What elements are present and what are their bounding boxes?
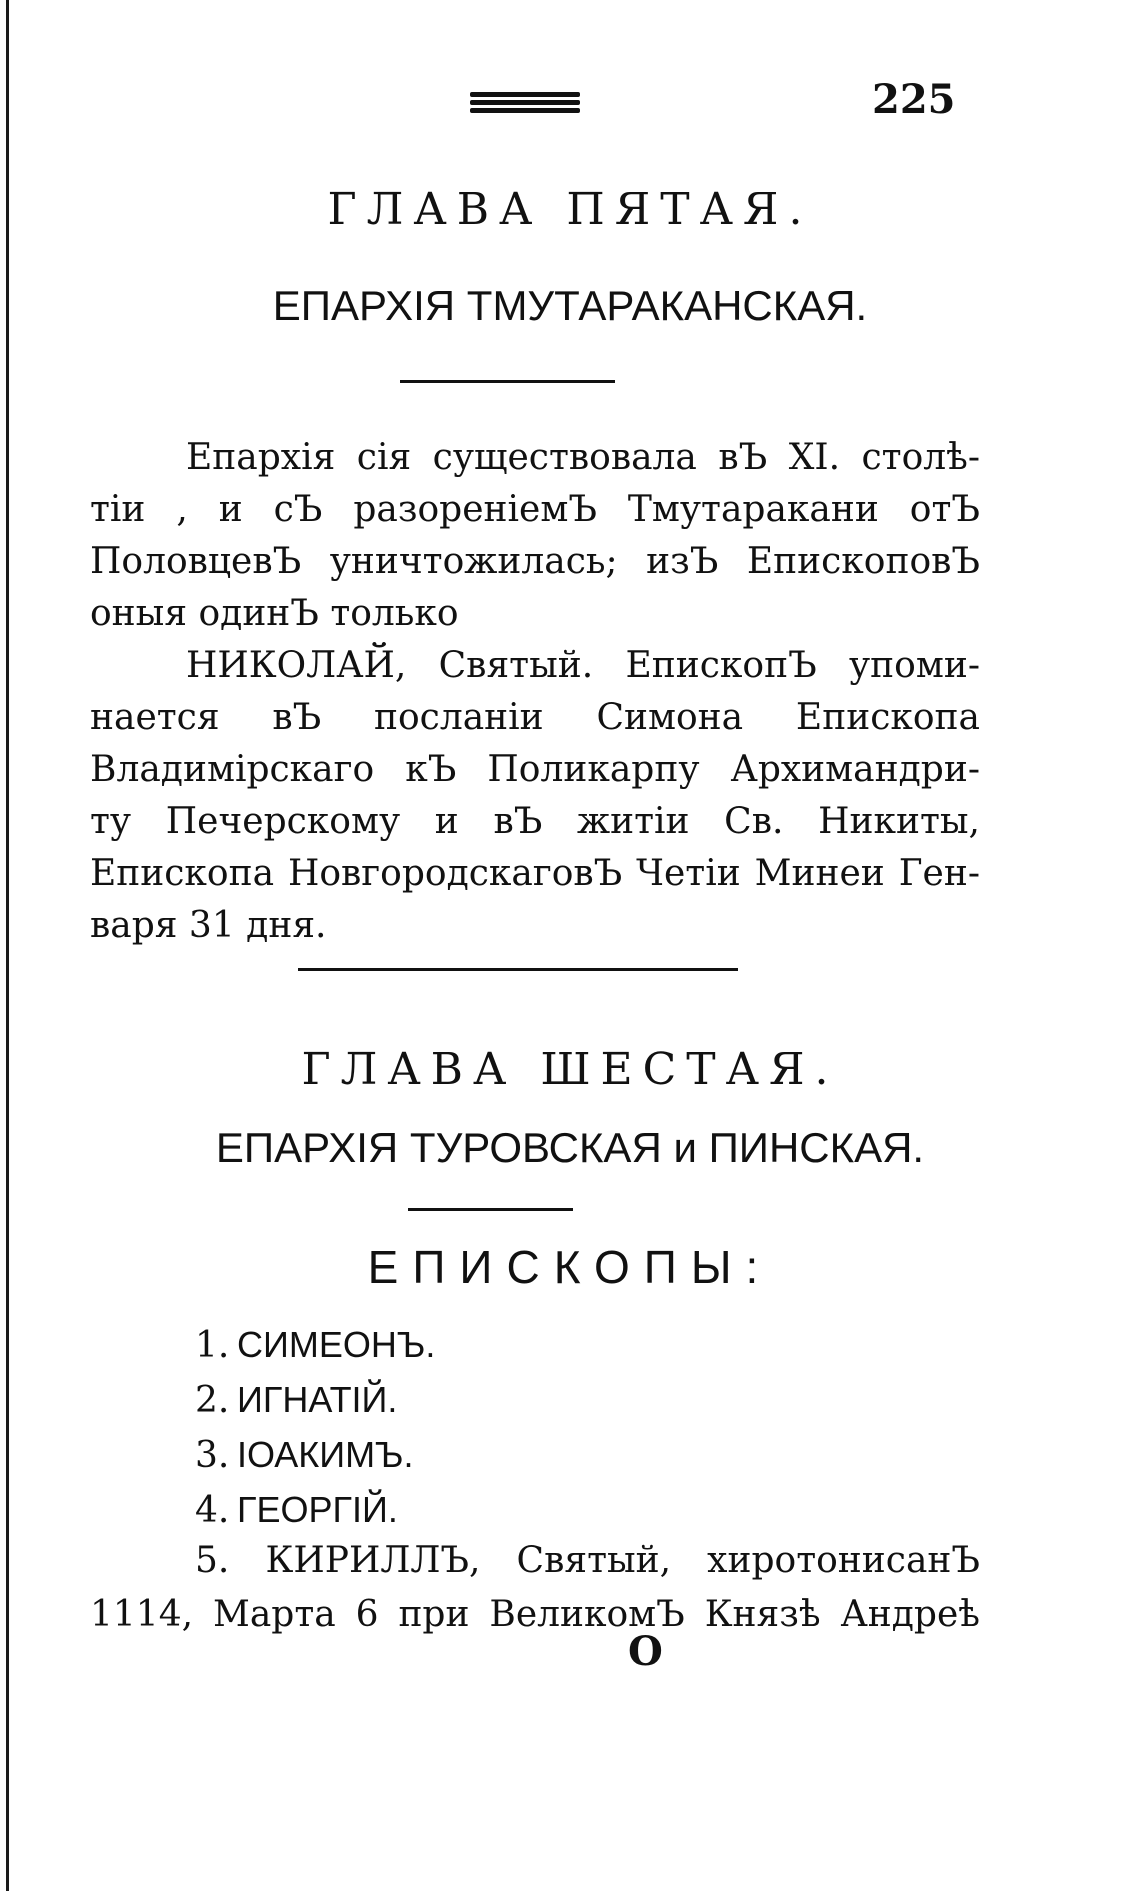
list-item — [195, 1318, 435, 1373]
catchword: О — [628, 1628, 663, 1675]
kirill-continuation-line: 1114, Марта 6 при ВеликомЪ Князѣ Андреѣ — [90, 1594, 980, 1635]
page-number: 225 — [872, 76, 956, 123]
list-item-name: СИМЕОНЪ. — [237, 1324, 436, 1365]
list-item-number: 3. — [195, 1435, 230, 1476]
paragraph-line: НИКОЛАЙ, Святый. ЕпископЪ упоми- — [186, 645, 980, 686]
list-item-name: ГЕОРГІЙ. — [237, 1489, 398, 1530]
list-item — [195, 1428, 435, 1483]
list-item-name: ІОАКИМЪ. — [237, 1434, 414, 1475]
turov-pinsk-eparchy-title: ЕПАРХІЯ ТУРОВСКАЯ и ПИНСКАЯ. — [215, 1124, 925, 1171]
list-item — [90, 1534, 980, 1588]
chapter-six-title: ГЛАВА ШЕСТАЯ. — [301, 1044, 839, 1095]
tmutarakan-eparchy-title: ЕПАРХІЯ ТМУТАРАКАНСКАЯ. — [272, 282, 868, 329]
paragraph-line: тіи , и сЪ разореніемЪ Тмутаракани отЪ — [90, 489, 980, 530]
paragraph-line: варя 31 дня. — [90, 905, 327, 946]
paragraph-line: ПоловцевЪ уничтожилась; изЪ ЕпископовЪ — [90, 541, 980, 582]
list-item-number: 1. — [195, 1325, 230, 1366]
list-item — [195, 1483, 435, 1538]
paragraph-line: Епархія сія существовала вЪ XI. столѣ- — [186, 437, 980, 478]
chapter-separator-rule — [298, 968, 738, 971]
paragraph-line: Епископа НовгородскаговЪ Четіи Минеи Ген- — [90, 853, 980, 894]
list-item-name: КИРИЛЛЪ, Святый, хиротонисанЪ — [265, 1540, 980, 1581]
kirill-entry — [90, 1534, 980, 1642]
list-item — [195, 1373, 435, 1428]
chapter-five-title: ГЛАВА ПЯТАЯ. — [327, 184, 813, 235]
bishops-heading: ЕПИСКОПЫ: — [367, 1241, 773, 1293]
paragraph-line: Владимірскаго кЪ Поликарпу Архимандри- — [90, 749, 980, 790]
paragraph-line: оныя одинЪ только — [90, 593, 459, 634]
list-item-name: ИГНАТІЙ. — [237, 1379, 398, 1420]
top-ornament-rule — [470, 92, 580, 114]
paragraph-line: ту Печерскому и вЪ житіи Св. Никиты, — [90, 801, 980, 842]
list-item-number: 4. — [195, 1490, 230, 1531]
section-rule — [400, 380, 615, 383]
paragraph-line: нается вЪ посланіи Симона Епископа — [90, 697, 980, 738]
section-rule — [408, 1208, 573, 1211]
eparchy-paragraph — [90, 432, 980, 952]
list-item-number: 2. — [195, 1380, 230, 1421]
list-item-number: 5. — [195, 1540, 230, 1581]
bishop-list — [195, 1318, 435, 1538]
